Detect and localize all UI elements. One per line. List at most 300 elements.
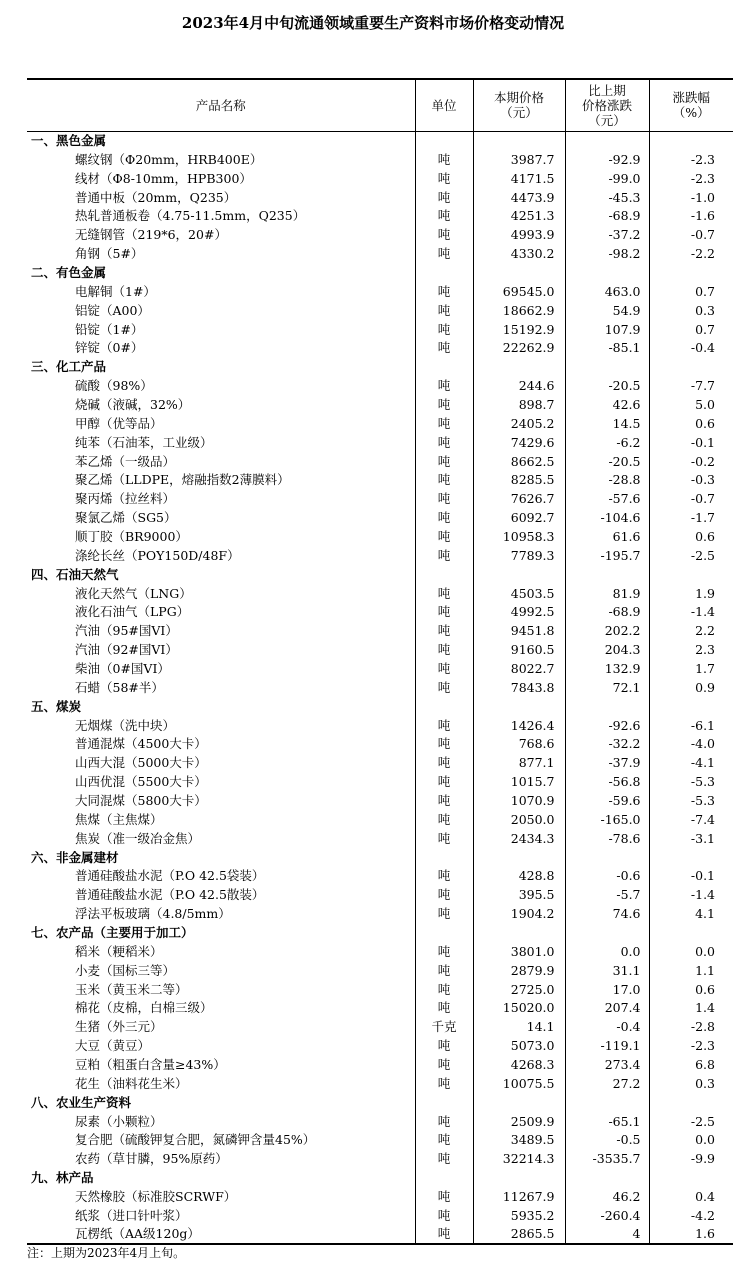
product-price: 8022.7 <box>473 659 565 678</box>
product-unit: 吨 <box>415 584 473 603</box>
empty-cell <box>565 263 649 282</box>
table-row <box>27 395 733 414</box>
product-unit: 吨 <box>415 320 473 339</box>
empty-cell <box>565 357 649 376</box>
empty-cell <box>649 1093 733 1112</box>
empty-cell <box>649 1168 733 1187</box>
product-unit: 吨 <box>415 395 473 414</box>
product-unit: 吨 <box>415 1036 473 1055</box>
product-change: -165.0 <box>565 810 649 829</box>
product-price: 4268.3 <box>473 1055 565 1074</box>
product-name: 聚乙烯（LLDPE，熔融指数2薄膜料） <box>75 472 290 488</box>
product-pct: -5.3 <box>649 791 733 810</box>
product-change: 17.0 <box>565 980 649 999</box>
product-unit: 吨 <box>415 735 473 754</box>
product-price: 14.1 <box>473 1017 565 1036</box>
price-table <box>27 78 733 1245</box>
header-product-name: 产品名称 <box>27 79 415 131</box>
table-row <box>27 320 733 339</box>
product-unit: 吨 <box>415 1055 473 1074</box>
product-name: 大豆（黄豆） <box>75 1038 151 1054</box>
product-pct: -1.4 <box>649 602 733 621</box>
product-unit: 吨 <box>415 206 473 225</box>
product-pct: 6.8 <box>649 1055 733 1074</box>
page-title: 2023年4月中旬流通领域重要生产资料市场价格变动情况 <box>181 14 565 32</box>
product-price: 1015.7 <box>473 772 565 791</box>
empty-cell <box>473 848 565 867</box>
product-name: 无缝钢管（219*6，20#） <box>75 227 227 243</box>
product-price: 22262.9 <box>473 338 565 357</box>
product-name: 山西优混（5500大卡） <box>75 774 207 790</box>
product-pct: -0.7 <box>649 225 733 244</box>
category-name: 八、农业生产资料 <box>31 1094 132 1110</box>
product-price: 2879.9 <box>473 961 565 980</box>
product-unit: 吨 <box>415 716 473 735</box>
product-price: 7626.7 <box>473 489 565 508</box>
product-unit: 吨 <box>415 282 473 301</box>
product-pct: -1.0 <box>649 188 733 207</box>
product-pct: 0.6 <box>649 527 733 546</box>
product-name: 液化石油气（LPG） <box>75 604 190 620</box>
product-unit: 吨 <box>415 452 473 471</box>
product-pct: -0.1 <box>649 433 733 452</box>
product-unit: 吨 <box>415 867 473 886</box>
table-row <box>27 376 733 395</box>
product-name: 山西大混（5000大卡） <box>75 755 207 771</box>
category-name: 三、化工产品 <box>31 359 107 375</box>
product-name: 普通硅酸盐水泥（P.O 42.5散装） <box>75 887 265 903</box>
product-unit: 吨 <box>415 980 473 999</box>
table-row <box>27 1225 733 1244</box>
table-row <box>27 1055 733 1074</box>
table-row <box>27 678 733 697</box>
product-pct: 0.3 <box>649 301 733 320</box>
product-name: 焦炭（准一级冶金焦） <box>75 830 201 846</box>
product-pct: 2.2 <box>649 621 733 640</box>
product-name: 石蜡（58#半） <box>75 679 164 695</box>
empty-cell <box>415 263 473 282</box>
product-unit: 吨 <box>415 885 473 904</box>
product-unit: 吨 <box>415 470 473 489</box>
product-price: 428.8 <box>473 867 565 886</box>
product-change: 42.6 <box>565 395 649 414</box>
product-pct: 1.7 <box>649 659 733 678</box>
product-name: 小麦（国标三等） <box>75 962 176 978</box>
product-name: 汽油（92#国VI） <box>75 642 178 658</box>
product-change: 72.1 <box>565 678 649 697</box>
table-row <box>27 1149 733 1168</box>
table-row <box>27 1074 733 1093</box>
product-price: 395.5 <box>473 885 565 904</box>
product-price: 8662.5 <box>473 452 565 471</box>
product-price: 1070.9 <box>473 791 565 810</box>
table-row <box>27 301 733 320</box>
product-name: 尿素（小颗粒） <box>75 1113 163 1129</box>
product-change: 61.6 <box>565 527 649 546</box>
product-pct: -4.2 <box>649 1206 733 1225</box>
product-name: 螺纹钢（Φ20mm，HRB400E） <box>75 151 263 167</box>
product-name: 农药（草甘膦，95%原药） <box>75 1151 228 1167</box>
product-change: 81.9 <box>565 584 649 603</box>
product-change: -5.7 <box>565 885 649 904</box>
header-price: 本期价格 （元） <box>473 79 565 131</box>
product-pct: 0.6 <box>649 414 733 433</box>
product-unit: 吨 <box>415 1074 473 1093</box>
category-row <box>27 848 733 867</box>
product-change: -28.8 <box>565 470 649 489</box>
empty-cell <box>415 357 473 376</box>
empty-cell <box>473 697 565 716</box>
product-unit: 吨 <box>415 791 473 810</box>
product-pct: 1.4 <box>649 999 733 1018</box>
table-row <box>27 527 733 546</box>
product-pct: 0.0 <box>649 942 733 961</box>
product-pct: -2.3 <box>649 169 733 188</box>
product-price: 2865.5 <box>473 1225 565 1244</box>
product-change: -3535.7 <box>565 1149 649 1168</box>
product-change: 204.3 <box>565 640 649 659</box>
empty-cell <box>565 697 649 716</box>
product-price: 4503.5 <box>473 584 565 603</box>
product-name: 生猪（外三元） <box>75 1019 163 1035</box>
product-name: 锌锭（0#） <box>75 340 144 356</box>
product-name: 顺丁胶（BR9000） <box>75 528 188 544</box>
product-unit: 吨 <box>415 602 473 621</box>
empty-cell <box>415 848 473 867</box>
product-price: 2405.2 <box>473 414 565 433</box>
empty-cell <box>649 848 733 867</box>
product-name: 普通硅酸盐水泥（P.O 42.5袋装） <box>75 868 265 884</box>
table-row <box>27 980 733 999</box>
category-row <box>27 565 733 584</box>
product-change: 0.0 <box>565 942 649 961</box>
product-name: 棉花（皮棉，白棉三级） <box>75 1000 213 1016</box>
table-row <box>27 282 733 301</box>
header-change: 比上期 价格涨跌 （元） <box>565 79 649 131</box>
product-pct: 0.0 <box>649 1131 733 1150</box>
category-row <box>27 131 733 150</box>
product-unit: 吨 <box>415 1112 473 1131</box>
empty-cell <box>649 697 733 716</box>
category-name: 四、石油天然气 <box>31 566 119 582</box>
table-body <box>27 131 733 1244</box>
product-change: -119.1 <box>565 1036 649 1055</box>
table-row <box>27 169 733 188</box>
product-unit: 吨 <box>415 244 473 263</box>
product-pct: 0.6 <box>649 980 733 999</box>
category-row <box>27 357 733 376</box>
product-pct: 0.3 <box>649 1074 733 1093</box>
empty-cell <box>473 1168 565 1187</box>
product-unit: 吨 <box>415 640 473 659</box>
table-row <box>27 206 733 225</box>
product-pct: -9.9 <box>649 1149 733 1168</box>
product-price: 2509.9 <box>473 1112 565 1131</box>
product-name: 电解铜（1#） <box>75 283 156 299</box>
product-name: 普通混煤（4500大卡） <box>75 736 207 752</box>
table-row <box>27 244 733 263</box>
product-price: 7429.6 <box>473 433 565 452</box>
table-row <box>27 621 733 640</box>
table-row <box>27 1036 733 1055</box>
product-price: 10958.3 <box>473 527 565 546</box>
product-price: 4251.3 <box>473 206 565 225</box>
product-name: 汽油（95#国VI） <box>75 623 178 639</box>
product-name: 苯乙烯（一级品） <box>75 453 176 469</box>
product-change: -68.9 <box>565 602 649 621</box>
footnote: 注：上期为2023年4月上旬。 <box>27 1246 186 1260</box>
product-name: 普通中板（20mm，Q235） <box>75 189 237 205</box>
product-name: 花生（油料花生米） <box>75 1075 188 1091</box>
table-row <box>27 546 733 565</box>
product-change: -78.6 <box>565 829 649 848</box>
product-name: 烧碱（液碱，32%） <box>75 396 191 412</box>
product-price: 7789.3 <box>473 546 565 565</box>
product-pct: -4.1 <box>649 753 733 772</box>
category-name: 一、黑色金属 <box>31 133 107 149</box>
product-change: -57.6 <box>565 489 649 508</box>
product-pct: 0.7 <box>649 282 733 301</box>
table-row <box>27 1131 733 1150</box>
product-change: -92.6 <box>565 716 649 735</box>
product-name: 甲醇（优等品） <box>75 415 163 431</box>
product-unit: 吨 <box>415 169 473 188</box>
product-unit: 吨 <box>415 546 473 565</box>
product-change: -0.6 <box>565 867 649 886</box>
category-row <box>27 1093 733 1112</box>
product-name: 液化天然气（LNG） <box>75 585 192 601</box>
category-row <box>27 1168 733 1187</box>
empty-cell <box>649 923 733 942</box>
table-row <box>27 659 733 678</box>
product-pct: -6.1 <box>649 716 733 735</box>
category-row <box>27 263 733 282</box>
product-unit: 吨 <box>415 225 473 244</box>
product-pct: -2.3 <box>649 1036 733 1055</box>
product-pct: -2.5 <box>649 546 733 565</box>
empty-cell <box>473 357 565 376</box>
product-price: 11267.9 <box>473 1187 565 1206</box>
product-change: -20.5 <box>565 452 649 471</box>
product-pct: -2.3 <box>649 150 733 169</box>
product-name: 纯苯（石油苯，工业级） <box>75 434 213 450</box>
product-name: 无烟煤（洗中块） <box>75 717 176 733</box>
empty-cell <box>473 263 565 282</box>
product-price: 32214.3 <box>473 1149 565 1168</box>
product-change: -98.2 <box>565 244 649 263</box>
category-name: 九、林产品 <box>31 1170 94 1186</box>
product-name: 铅锭（1#） <box>75 321 144 337</box>
product-change: -65.1 <box>565 1112 649 1131</box>
product-unit: 吨 <box>415 1225 473 1244</box>
empty-cell <box>473 923 565 942</box>
empty-cell <box>473 1093 565 1112</box>
product-change: -37.2 <box>565 225 649 244</box>
product-pct: -5.3 <box>649 772 733 791</box>
table-row <box>27 1187 733 1206</box>
product-unit: 吨 <box>415 753 473 772</box>
product-change: 107.9 <box>565 320 649 339</box>
product-name: 瓦楞纸（AA级120g） <box>27 1225 415 1244</box>
empty-cell <box>473 565 565 584</box>
table-row <box>27 602 733 621</box>
table-row <box>27 829 733 848</box>
table-row <box>27 904 733 923</box>
product-unit: 吨 <box>415 1206 473 1225</box>
product-price: 244.6 <box>473 376 565 395</box>
category-row <box>27 923 733 942</box>
product-name: 聚丙烯（拉丝料） <box>75 491 176 507</box>
product-price: 3801.0 <box>473 942 565 961</box>
product-change: -37.9 <box>565 753 649 772</box>
category-name: 二、有色金属 <box>31 264 107 280</box>
product-pct: -2.8 <box>649 1017 733 1036</box>
product-pct: -1.4 <box>649 885 733 904</box>
product-name: 天然橡胶（标准胶SCRWF） <box>75 1189 237 1205</box>
product-price: 2434.3 <box>473 829 565 848</box>
product-pct: -4.0 <box>649 735 733 754</box>
product-pct: 0.9 <box>649 678 733 697</box>
empty-cell <box>565 923 649 942</box>
product-unit: 吨 <box>415 489 473 508</box>
table-row <box>27 584 733 603</box>
product-price: 15020.0 <box>473 999 565 1018</box>
product-name: 焦煤（主焦煤） <box>75 811 163 827</box>
product-price: 4992.5 <box>473 602 565 621</box>
table-row <box>27 414 733 433</box>
product-change: -6.2 <box>565 433 649 452</box>
table-row <box>27 508 733 527</box>
product-name: 聚氯乙烯（SG5） <box>75 510 177 526</box>
product-price: 9451.8 <box>473 621 565 640</box>
product-change: 273.4 <box>565 1055 649 1074</box>
product-unit: 吨 <box>415 1131 473 1150</box>
table-row <box>27 188 733 207</box>
product-change: -20.5 <box>565 376 649 395</box>
empty-cell <box>649 357 733 376</box>
product-name: 玉米（黄玉米二等） <box>75 981 188 997</box>
product-unit: 吨 <box>415 414 473 433</box>
empty-cell <box>415 697 473 716</box>
empty-cell <box>415 923 473 942</box>
product-unit: 吨 <box>415 301 473 320</box>
product-pct: -0.1 <box>649 867 733 886</box>
empty-cell <box>565 1093 649 1112</box>
header-pct: 涨跌幅 （%） <box>649 79 733 131</box>
table-row <box>27 1017 733 1036</box>
product-unit: 吨 <box>415 678 473 697</box>
product-change: 74.6 <box>565 904 649 923</box>
empty-cell <box>415 1093 473 1112</box>
table-row <box>27 489 733 508</box>
product-change: -195.7 <box>565 546 649 565</box>
product-pct: 1.9 <box>649 584 733 603</box>
product-change: -99.0 <box>565 169 649 188</box>
product-price: 2725.0 <box>473 980 565 999</box>
table-row <box>27 753 733 772</box>
table-row <box>27 716 733 735</box>
product-unit: 吨 <box>415 999 473 1018</box>
product-price: 9160.5 <box>473 640 565 659</box>
product-name: 稻米（粳稻米） <box>75 943 163 959</box>
product-price: 4473.9 <box>473 188 565 207</box>
table-row <box>27 867 733 886</box>
product-change: -104.6 <box>565 508 649 527</box>
product-change: 463.0 <box>565 282 649 301</box>
product-change: 54.9 <box>565 301 649 320</box>
header-unit: 单位 <box>415 79 473 131</box>
product-change: -56.8 <box>565 772 649 791</box>
product-pct: 4.1 <box>649 904 733 923</box>
product-price: 4993.9 <box>473 225 565 244</box>
empty-cell <box>565 848 649 867</box>
product-change: 14.5 <box>565 414 649 433</box>
product-unit: 吨 <box>415 810 473 829</box>
table-row <box>27 1112 733 1131</box>
product-price: 15192.9 <box>473 320 565 339</box>
table-row <box>27 150 733 169</box>
product-unit: 千克 <box>415 1017 473 1036</box>
product-pct: 1.6 <box>649 1225 733 1244</box>
product-unit: 吨 <box>415 376 473 395</box>
product-price: 898.7 <box>473 395 565 414</box>
product-pct: -0.4 <box>649 338 733 357</box>
product-change: -68.9 <box>565 206 649 225</box>
product-change: 27.2 <box>565 1074 649 1093</box>
empty-cell <box>415 131 473 150</box>
table-row <box>27 961 733 980</box>
product-unit: 吨 <box>415 338 473 357</box>
product-name: 纸浆（进口针叶浆） <box>75 1207 188 1223</box>
empty-cell <box>649 565 733 584</box>
product-pct: 1.1 <box>649 961 733 980</box>
product-name: 角钢（5#） <box>75 246 144 262</box>
table-row <box>27 338 733 357</box>
product-pct: 2.3 <box>649 640 733 659</box>
category-name: 五、煤炭 <box>31 698 82 714</box>
product-unit: 吨 <box>415 904 473 923</box>
product-change: -260.4 <box>565 1206 649 1225</box>
product-change: -85.1 <box>565 338 649 357</box>
product-price: 768.6 <box>473 735 565 754</box>
table-row <box>27 470 733 489</box>
product-change: -45.3 <box>565 188 649 207</box>
product-unit: 吨 <box>415 527 473 546</box>
product-pct: -2.2 <box>649 244 733 263</box>
category-row <box>27 697 733 716</box>
table-row <box>27 640 733 659</box>
table-row <box>27 735 733 754</box>
product-change: 31.1 <box>565 961 649 980</box>
product-price: 18662.9 <box>473 301 565 320</box>
product-change: -32.2 <box>565 735 649 754</box>
product-price: 5073.0 <box>473 1036 565 1055</box>
table-row <box>27 791 733 810</box>
product-unit: 吨 <box>415 659 473 678</box>
product-pct: 0.4 <box>649 1187 733 1206</box>
product-price: 2050.0 <box>473 810 565 829</box>
product-unit: 吨 <box>415 961 473 980</box>
product-change: 202.2 <box>565 621 649 640</box>
product-unit: 吨 <box>415 150 473 169</box>
category-name: 六、非金属建材 <box>31 849 119 865</box>
product-unit: 吨 <box>415 942 473 961</box>
category-name: 七、农产品（主要用于加工） <box>31 925 194 941</box>
empty-cell <box>415 565 473 584</box>
product-pct: -1.7 <box>649 508 733 527</box>
table-row <box>27 885 733 904</box>
empty-cell <box>649 131 733 150</box>
